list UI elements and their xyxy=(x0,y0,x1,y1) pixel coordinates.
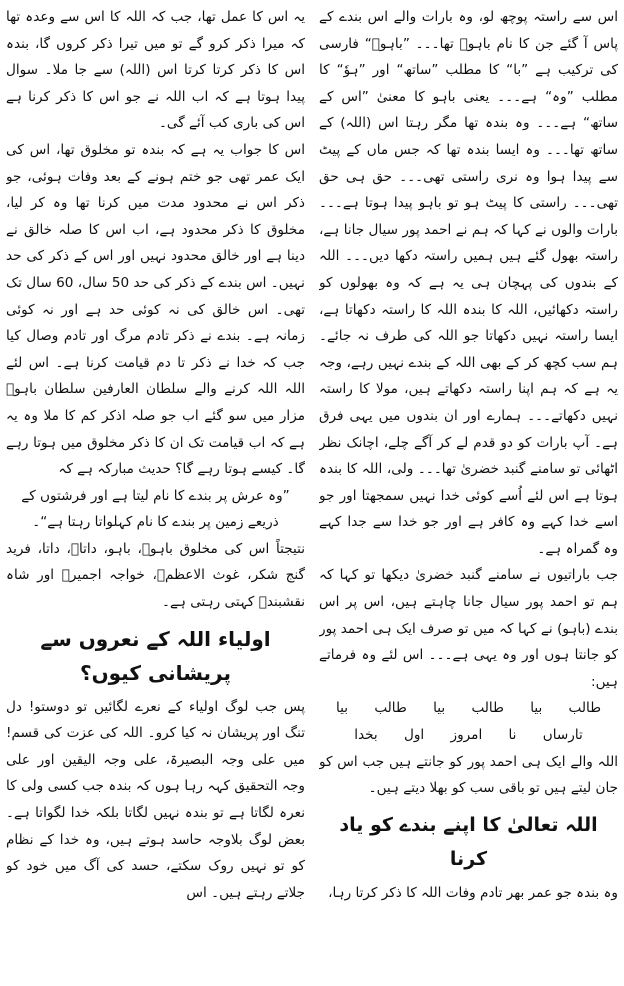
right-column xyxy=(319,4,618,986)
paragraph-last-line: وہ بندہ جو عمر بھر تادم وفات اللہ کا ذکر کرتا رہا، xyxy=(328,884,618,901)
paragraph-after-verse: اللہ والے ایک ہی احمد پور کو جانتے ہیں جب اس کو جان لیتے ہیں تو باقی سب کو بھلا دیتے ہیں۔ xyxy=(319,753,618,797)
paragraph-result: نتیجتاً اس کی مخلوق باہوؒ، باہو، داتاؒ، داتا، فرید گنج شکر، غوث الاعظمؒ، خواجہ اجمیرؒ اور شاہ نقشبندؒ کہتی رہتی ہے۔ xyxy=(6,540,305,611)
paragraph-bahu-story: اس سے راستہ پوچھ لو، وہ بارات والے اس بندے کے پاس آ گئے جن کا نام باہوؒ تھا۔۔۔ ”باہوؒ“ فارسی کی ترکیب ہے ”با“ کا مطلب ”ساتھ“ اور ”ہوٗ“ کا مطلب ”وہ“ ہے۔۔۔ یعنی باہو کا معنیٰ ”اس کے ساتھ“ ہے۔۔۔ وہ بندہ تھا مگر رہتا اس (اللہ) کے ساتھ تھا۔۔۔ وہ ایسا بندہ تھا کہ جس ماں کے پیٹ سے پیدا ہوا وہ نری راستی تھی۔۔۔ حق ہی حق تھی۔۔۔ راستی کا پیٹ ہو تو باہو پیدا ہوتا ہے۔۔۔ بارات والوں نے کہا کہ ہم نے احمد پور سیال جانا ہے، راستہ بھول گئے ہیں ہمیں راستہ دکھا دیں۔۔۔ اللہ کے بندوں کی پہچان ہی یہ ہے کہ وہ بھولوں کو راستہ دکھائیں، اللہ کا بندہ اللہ کا راستہ دکھاتا ہے، ایسا راستہ نہیں دکھاتا جو اللہ کی طرف نہ جائے۔ ہم سب کچھ کر کے بھی اللہ کے بندے نہیں رہے، وجہ یہ ہے کہ ہم اپنا راستہ دکھاتے ہیں، مولا کا راستہ نہیں دکھاتے۔۔۔ ہمارے اور ان بندوں میں یہی فرق ہے۔ آپ بارات کو دو قدم لے کر آگے چلے، اچانک نظر اٹھائی تو سامنے گنبد خضریٰ تھا۔۔۔ ولی، اللہ کا بندہ ہوتا ہے اس لئے اُسے کوئی خدا نہیں سمجھتا اور جو اسے خدا کہے وہ کافر ہے اور جو خدا سے جدا کہے وہ گمراہ ہے۔ xyxy=(319,9,618,557)
paragraph-gumbad-khazra: جب باراتیوں نے سامنے گنبد خضریٰ دیکھا تو کہا کہ ہم تو احمد پور سیال جانا چاہتے ہیں، اس پر اس بندے (باہو) نے کہا کہ میں تو صرف ایک ہی احمد پور کو جانتا ہوں اور وہ یہی ہے۔۔۔ اس لئے وہ فرماتے ہیں: xyxy=(319,567,618,690)
paragraph-closing: پس جب لوگ اولیاء کے نعرے لگائیں تو دوستو! دل تنگ اور پریشان نہ کیا کرو۔ اللہ کی عزت کی قسم! میں علی وجہ البصیرۃ، علی وجہ الیقین اور علی وجہ التحقیق کہہ رہا ہوں کہ بندہ جب کسی ولی کا نعرہ لگاتا ہے تو بندہ نہیں لگاتا بلکہ خدا لگواتا ہے۔ بعض لوگ بلاوجہ حاسد ہوتے ہیں، وہ خدا کے نظام کو تو نہیں روک سکتے، حسد کی آگ میں خود کو جلاتے رہتے ہیں۔ اس xyxy=(6,698,305,901)
paragraph-answer: اس کا جواب یہ ہے کہ بندہ تو مخلوق تھا، اس کی ایک عمر تھی جو ختم ہونے کے بعد وفات ہوئی، جو ذکر اس نے محدود مدت میں کرنا تھا وہ کر لیا، مخلوق کا ذکر محدود ہے، اب اس کا صلہ خالق نے دینا ہے اور خالق محدود نہیں اور اس کے ذکر کی حد نہیں۔ اس بندے کے ذکر کی حد 50 سال، 60 سال تک تھی۔ اس خالق کی نہ کوئی حد ہے اور نہ کوئی زمانہ ہے۔ بندے نے ذکر تادم مرگ اور تادم وصال کیا جب کہ خدا نے ذکر تا دم قیامت کرنا ہے۔ اس لئے اللہ اللہ کرنے والے سلطان العارفین سلطان باہوؒ مزار میں سو گئے اب جو صلہ اذکر کم کا ملا وہ یہ ہے کہ اب قیامت تک ان کا ذکر مخلوق میں ہوتا رہے گا۔ کیسے ہوتا رہے گا؟ حدیث مبارکہ ہے کہ xyxy=(6,141,305,478)
verse-line-2: تارساں نا امروز اول بخدا xyxy=(354,727,583,744)
verse-line-1: طالب بیا طالب بیا طالب بیا xyxy=(335,700,602,717)
section-heading-remembrance: اللہ تعالیٰ کا اپنے بندے کو یاد کرنا xyxy=(339,813,598,870)
paragraph-deed-and-promise: یہ اس کا عمل تھا، جب کہ اللہ کا اس سے وعدہ تھا کہ میرا ذکر کرو گے تو میں تیرا ذکر کروں گا، بندہ اس کا ذکر کرتا کرتا اس (اللہ) سے جا ملا۔ سوال پیدا ہوتا ہے کہ اب اللہ نے جو اس کا ذکر کرنا ہے اس کی باری کب آئے گی۔ xyxy=(6,9,305,132)
left-column xyxy=(6,4,305,986)
section-heading-slogans: اولیاء اللہ کے نعروں سے پریشانی کیوں؟ xyxy=(40,626,271,685)
hadith-quote: ”وہ عرش پر بندے کا نام لیتا ہے اور فرشتوں کے ذریعے زمین پر بندے کا نام کہلواتا رہتا ہے“۔ xyxy=(21,487,290,531)
